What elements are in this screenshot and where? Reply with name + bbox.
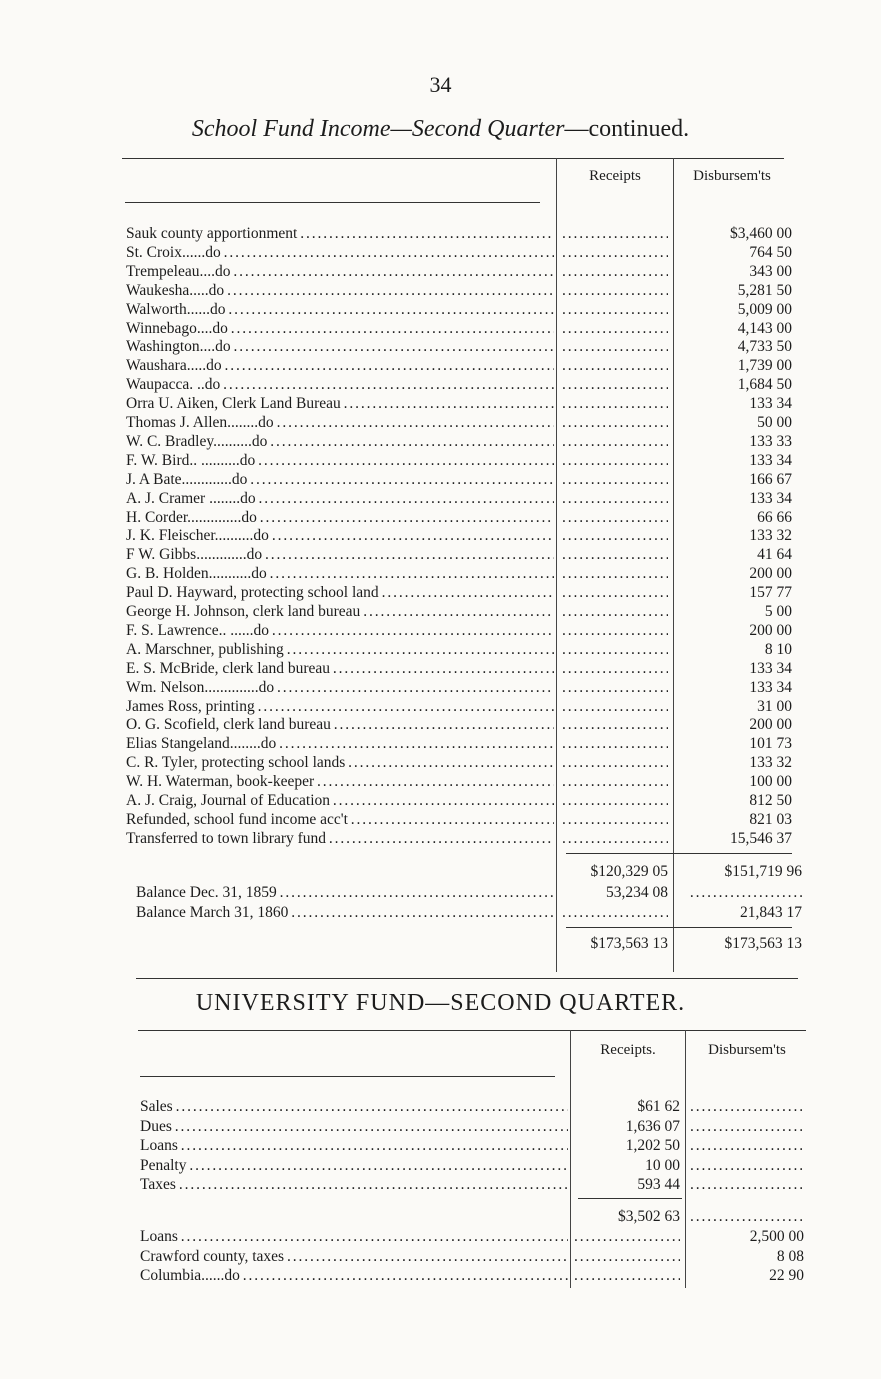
table-row bbox=[0, 791, 881, 810]
page-number: 34 bbox=[429, 72, 452, 97]
row-label: Elias Stangeland........do . . . bbox=[126, 734, 554, 753]
table-row bbox=[0, 883, 881, 902]
table-row bbox=[0, 545, 881, 564]
row-disbursement: 133 34 bbox=[749, 678, 792, 696]
table-row bbox=[0, 224, 881, 243]
table-row bbox=[0, 375, 881, 394]
table-row bbox=[0, 659, 881, 678]
row-receipts bbox=[562, 489, 668, 508]
table1-total-receipts: $173,563 13 bbox=[590, 935, 668, 952]
table2-top-rule bbox=[138, 1030, 806, 1031]
table-row bbox=[0, 810, 881, 829]
row-receipts: $61 62 bbox=[637, 1098, 680, 1115]
row-label: Paul D. Hayward, protecting school land . . . bbox=[126, 583, 554, 602]
table-row bbox=[0, 432, 881, 451]
table-row bbox=[0, 829, 881, 848]
table1-top-rule bbox=[122, 158, 784, 159]
row-label: Refunded, school fund income acc't . . . bbox=[126, 810, 554, 829]
row-receipts bbox=[562, 753, 668, 772]
row-label: O. G. Scofield, clerk land bureau . . . bbox=[126, 715, 554, 734]
row-disbursement: 100 00 bbox=[749, 773, 792, 791]
row-disbursement: 5 00 bbox=[764, 603, 792, 620]
row-label: George H. Johnson, clerk land bureau . . . bbox=[126, 602, 554, 621]
table-row bbox=[0, 753, 881, 772]
row-receipts: 53,234 08 bbox=[606, 884, 668, 901]
row-disbursement: 8 08 bbox=[776, 1247, 804, 1265]
row-disbursement: 15,546 37 bbox=[730, 829, 792, 847]
row-disbursement: 133 34 bbox=[749, 489, 792, 507]
table-row bbox=[0, 564, 881, 583]
row-disbursement: 764 50 bbox=[749, 243, 792, 261]
row-receipts: 593 44 bbox=[637, 1176, 680, 1193]
row-label: Wm. Nelson..............do . . . bbox=[126, 678, 554, 697]
table1-total-row bbox=[0, 934, 881, 953]
row-disbursement: 21,843 17 bbox=[740, 904, 802, 921]
row-disbursement: 133 34 bbox=[749, 659, 792, 677]
table-row bbox=[0, 300, 881, 319]
table-row bbox=[0, 772, 881, 791]
row-label: J. K. Fleischer..........do . . . bbox=[126, 526, 554, 545]
row-receipts bbox=[562, 659, 668, 678]
row-receipts bbox=[562, 810, 668, 829]
row-receipts bbox=[562, 545, 668, 564]
row-receipts bbox=[562, 281, 668, 300]
table1-col-receipts: Receipts bbox=[589, 168, 641, 184]
table-row bbox=[0, 602, 881, 621]
row-disbursement: 133 34 bbox=[749, 451, 792, 469]
table1-total-disb: $173,563 13 bbox=[724, 935, 802, 952]
row-label: Waukesha.....do . . . bbox=[126, 281, 554, 300]
row-disbursement: 200 00 bbox=[749, 565, 792, 583]
row-disbursement bbox=[676, 883, 802, 902]
row-label: Taxes . . . bbox=[140, 1175, 568, 1194]
row-label: Orra U. Aiken, Clerk Land Bureau . . . bbox=[126, 394, 554, 413]
row-receipts: 1,636 07 bbox=[625, 1117, 680, 1135]
row-label: Waupacca. ..do . . . bbox=[126, 375, 554, 394]
row-label: C. R. Tyler, protecting school lands . . . bbox=[126, 753, 554, 772]
row-disbursement: 200 00 bbox=[749, 716, 792, 734]
table-row bbox=[0, 734, 881, 753]
table-row bbox=[0, 1097, 881, 1116]
row-disbursement: 821 03 bbox=[749, 810, 792, 828]
page-heading bbox=[0, 116, 881, 143]
row-receipts bbox=[562, 300, 668, 319]
table1-subtotal-row bbox=[0, 862, 881, 881]
row-receipts bbox=[562, 432, 668, 451]
table-row bbox=[0, 337, 881, 356]
table1-col-disbursements: Disbursem'ts bbox=[693, 168, 771, 184]
row-disbursement: 5,281 50 bbox=[737, 281, 792, 299]
row-disbursement bbox=[690, 1156, 802, 1175]
table1-subtotal-disb: $151,719 96 bbox=[724, 863, 802, 880]
row-disbursement: 4,143 00 bbox=[737, 319, 792, 337]
row-label: Balance March 31, 1860 . . . bbox=[136, 903, 556, 922]
heading-continued: —continued. bbox=[564, 116, 690, 142]
table-row bbox=[0, 1247, 881, 1266]
table2-subtotal-row bbox=[0, 1207, 881, 1226]
row-label: Loans . . . bbox=[140, 1227, 568, 1246]
table-row bbox=[0, 489, 881, 508]
row-disbursement: 133 33 bbox=[749, 432, 792, 450]
row-label: W. C. Bradley..........do . . . bbox=[126, 432, 554, 451]
row-disbursement bbox=[690, 1097, 802, 1116]
row-receipts bbox=[562, 829, 668, 848]
row-label: E. S. McBride, clerk land bureau . . . bbox=[126, 659, 554, 678]
row-disbursement: $3,460 00 bbox=[730, 225, 792, 242]
table-row bbox=[0, 508, 881, 527]
row-receipts bbox=[562, 602, 668, 621]
table-row bbox=[0, 262, 881, 281]
row-disbursement: 4,733 50 bbox=[737, 338, 792, 356]
row-receipts bbox=[562, 903, 668, 922]
row-disbursement: 200 00 bbox=[749, 621, 792, 639]
row-receipts bbox=[574, 1247, 680, 1266]
table-row bbox=[0, 243, 881, 262]
row-disbursement: 22 90 bbox=[769, 1267, 804, 1284]
row-receipts bbox=[562, 243, 668, 262]
row-label: Columbia......do . . . bbox=[140, 1266, 568, 1285]
row-receipts bbox=[562, 772, 668, 791]
row-label: Winnebago....do . . . bbox=[126, 319, 554, 338]
row-receipts bbox=[562, 791, 668, 810]
row-label: Dues . . . bbox=[140, 1117, 568, 1136]
row-label: Walworth......do . . . bbox=[126, 300, 554, 319]
row-label: Balance Dec. 31, 1859 . . . bbox=[136, 883, 556, 902]
table1-subtotal-rule bbox=[566, 853, 792, 854]
section2-title: UNIVERSITY FUND—SECOND QUARTER. bbox=[195, 990, 686, 1016]
table-row bbox=[0, 470, 881, 489]
table2-subtotal-disb bbox=[690, 1207, 802, 1226]
row-label: Thomas J. Allen........do . . . bbox=[126, 413, 554, 432]
row-receipts bbox=[562, 526, 668, 545]
row-label: Waushara.....do . . . bbox=[126, 356, 554, 375]
table2-subtotal-rule bbox=[578, 1198, 682, 1199]
row-receipts bbox=[562, 470, 668, 489]
row-receipts bbox=[562, 262, 668, 281]
row-receipts bbox=[562, 715, 668, 734]
row-disbursement: 133 32 bbox=[749, 527, 792, 545]
table1-bottom-rule bbox=[136, 978, 798, 979]
row-disbursement: 8 10 bbox=[764, 640, 792, 658]
table-row bbox=[0, 715, 881, 734]
row-receipts bbox=[562, 224, 668, 243]
table2-col-receipts: Receipts. bbox=[600, 1042, 656, 1058]
row-label: A. Marschner, publishing . . . bbox=[126, 640, 554, 659]
row-receipts: 10 00 bbox=[645, 1156, 680, 1174]
table-row bbox=[0, 1136, 881, 1155]
row-receipts bbox=[562, 319, 668, 338]
row-receipts bbox=[562, 583, 668, 602]
row-label: Sauk county apportionment . . . bbox=[126, 224, 554, 243]
row-label: Trempeleau....do . . . bbox=[126, 262, 554, 281]
table-row bbox=[0, 356, 881, 375]
row-label: F W. Gibbs.............do . . . bbox=[126, 545, 554, 564]
row-label: A. J. Cramer ........do . . . bbox=[126, 489, 554, 508]
table-row bbox=[0, 394, 881, 413]
row-disbursement bbox=[690, 1136, 802, 1155]
row-receipts bbox=[562, 337, 668, 356]
table-row bbox=[0, 697, 881, 716]
row-label: St. Croix......do . . . bbox=[126, 243, 554, 262]
table-row bbox=[0, 640, 881, 659]
row-disbursement: 41 64 bbox=[757, 546, 792, 564]
row-disbursement: 166 67 bbox=[749, 470, 792, 488]
table-row bbox=[0, 526, 881, 545]
row-receipts bbox=[562, 394, 668, 413]
row-disbursement: 133 32 bbox=[749, 754, 792, 772]
table1-total-rule bbox=[566, 927, 792, 928]
row-receipts bbox=[562, 697, 668, 716]
table-row bbox=[0, 678, 881, 697]
row-label: H. Corder..............do . . . bbox=[126, 508, 554, 527]
row-receipts bbox=[562, 508, 668, 527]
table-row bbox=[0, 1117, 881, 1136]
row-label: Washington....do . . . bbox=[126, 337, 554, 356]
heading-italic: School Fund Income—Second Quarter bbox=[191, 116, 565, 142]
row-receipts bbox=[574, 1227, 680, 1246]
table-row bbox=[0, 903, 881, 922]
row-receipts bbox=[562, 564, 668, 583]
row-disbursement bbox=[690, 1175, 802, 1194]
table2-subtotal-receipts: $3,502 63 bbox=[618, 1208, 680, 1225]
row-receipts bbox=[562, 375, 668, 394]
row-disbursement: 157 77 bbox=[749, 584, 792, 602]
row-disbursement: 133 34 bbox=[749, 395, 792, 413]
row-label: James Ross, printing . . . bbox=[126, 697, 554, 716]
row-disbursement: 50 00 bbox=[757, 414, 792, 431]
row-receipts bbox=[562, 356, 668, 375]
row-disbursement: 5,009 00 bbox=[737, 300, 792, 318]
table2-col-disbursements: Disbursem'ts bbox=[708, 1042, 786, 1058]
row-disbursement: 31 00 bbox=[757, 697, 792, 715]
row-disbursement: 812 50 bbox=[749, 792, 792, 809]
table-row bbox=[0, 413, 881, 432]
table1-header-rule bbox=[125, 202, 540, 203]
row-receipts: 1,202 50 bbox=[625, 1137, 680, 1154]
table-row bbox=[0, 1266, 881, 1285]
table-row bbox=[0, 451, 881, 470]
row-receipts bbox=[562, 734, 668, 753]
row-receipts bbox=[562, 678, 668, 697]
table2-header-rule bbox=[140, 1076, 555, 1077]
row-label: Crawford county, taxes . . . bbox=[140, 1247, 568, 1266]
row-disbursement: 1,684 50 bbox=[737, 376, 792, 394]
row-label: J. A Bate.............do . . . bbox=[126, 470, 554, 489]
row-disbursement: 2,500 00 bbox=[749, 1228, 804, 1245]
row-label: Sales . . . bbox=[140, 1097, 568, 1116]
table-row bbox=[0, 281, 881, 300]
table1-subtotal-receipts: $120,329 05 bbox=[590, 863, 668, 880]
row-label: F. S. Lawrence.. ......do . . . bbox=[126, 621, 554, 640]
row-receipts bbox=[562, 413, 668, 432]
table-row bbox=[0, 583, 881, 602]
row-label: Loans . . . bbox=[140, 1136, 568, 1155]
row-disbursement: 101 73 bbox=[749, 735, 792, 753]
row-disbursement: 1,739 00 bbox=[737, 357, 792, 375]
row-label: Transferred to town library fund . . . bbox=[126, 829, 554, 848]
table-row bbox=[0, 621, 881, 640]
row-receipts bbox=[562, 451, 668, 470]
row-label: F. W. Bird.. ..........do . . . bbox=[126, 451, 554, 470]
table-row bbox=[0, 1156, 881, 1175]
row-receipts bbox=[562, 640, 668, 659]
row-label: W. H. Waterman, book-keeper . . . bbox=[126, 772, 554, 791]
table-row bbox=[0, 1227, 881, 1246]
row-label: Penalty . . . bbox=[140, 1156, 568, 1175]
row-disbursement: 343 00 bbox=[749, 262, 792, 280]
row-receipts bbox=[562, 621, 668, 640]
row-label: G. B. Holden...........do . . . bbox=[126, 564, 554, 583]
row-disbursement: 66 66 bbox=[757, 508, 792, 526]
row-disbursement bbox=[690, 1117, 802, 1136]
table-row bbox=[0, 319, 881, 338]
row-label: A. J. Craig, Journal of Education . . . bbox=[126, 791, 554, 810]
table-row bbox=[0, 1175, 881, 1194]
row-receipts bbox=[574, 1266, 680, 1285]
